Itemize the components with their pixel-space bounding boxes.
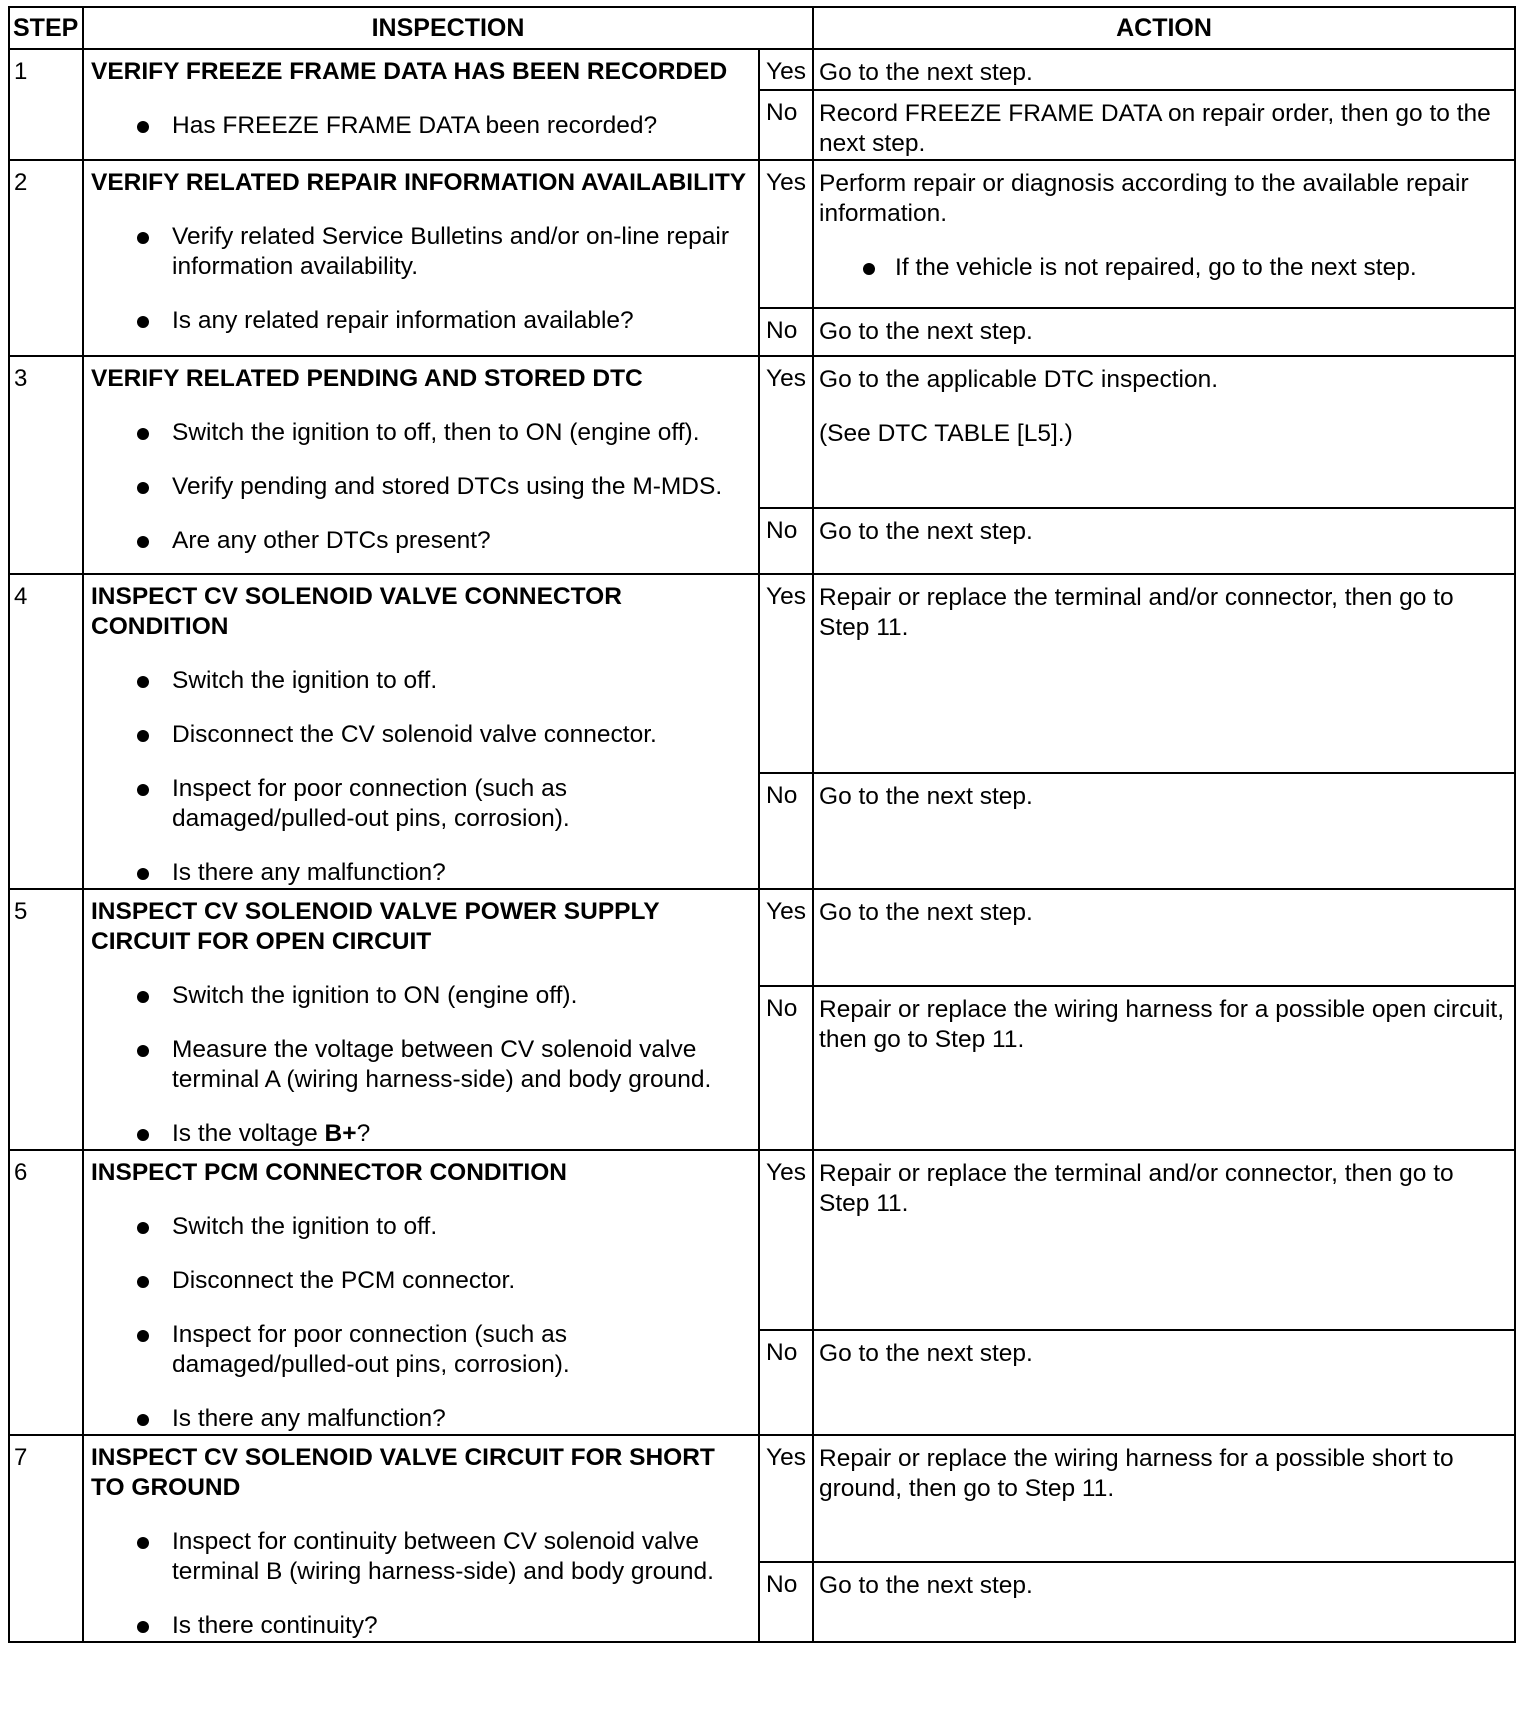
action-text: Record FREEZE FRAME DATA on repair order, then go to the next step. — [819, 100, 1491, 157]
no-label: No — [759, 308, 813, 356]
no-label: No — [759, 1562, 813, 1642]
step-number: 4 — [9, 574, 83, 889]
inspection-item: Is there any malfunction? — [91, 858, 750, 888]
no-action — [813, 773, 1515, 889]
yes-label: Yes — [759, 1435, 813, 1562]
step-1-yes-row — [9, 49, 1515, 90]
inspection-list — [91, 1212, 750, 1434]
step-6-inspection — [83, 1150, 759, 1435]
step-6-yes-row — [9, 1150, 1515, 1330]
yes-label: Yes — [759, 356, 813, 508]
inspection-question — [91, 1119, 750, 1149]
no-action — [813, 90, 1515, 160]
step-7-inspection — [83, 1435, 759, 1642]
inspection-item: Disconnect the CV solenoid valve connector. — [91, 720, 750, 750]
header-action: ACTION — [813, 7, 1515, 49]
question-prefix: Is the voltage — [172, 1120, 325, 1147]
inspection-item: Switch the ignition to off, then to ON (engine off). — [91, 418, 750, 448]
inspection-list — [91, 1527, 750, 1641]
action-text: Go to the next step. — [819, 518, 1033, 545]
inspection-item: Is there any malfunction? — [91, 1404, 750, 1434]
yes-action — [813, 1150, 1515, 1330]
inspection-item: Is there continuity? — [91, 1611, 750, 1641]
step-1-inspection — [83, 49, 759, 160]
yes-action — [813, 574, 1515, 773]
yes-label: Yes — [759, 160, 813, 308]
step-number: 1 — [9, 49, 83, 160]
inspection-item: Measure the voltage between CV solenoid valve terminal A (wiring harness-side) and body ground. — [91, 1035, 750, 1095]
action-item: If the vehicle is not repaired, go to the next step. — [819, 253, 1506, 283]
inspection-item: Switch the ignition to off. — [91, 666, 750, 696]
inspection-item: Inspect for poor connection (such as damaged/pulled-out pins, corrosion). — [91, 774, 750, 834]
question-suffix: ? — [356, 1120, 371, 1147]
inspection-list — [91, 981, 750, 1149]
step-title: VERIFY RELATED PENDING AND STORED DTC — [91, 365, 643, 392]
step-number: 6 — [9, 1150, 83, 1435]
step-number: 2 — [9, 160, 83, 356]
no-label: No — [759, 986, 813, 1150]
header-inspection: INSPECTION — [83, 7, 813, 49]
action-text: Repair or replace the wiring harness for a possible short to ground, then go to Step 11. — [819, 1445, 1454, 1502]
inspection-item: Switch the ignition to ON (engine off). — [91, 981, 750, 1011]
diagnostic-table — [8, 6, 1516, 1643]
no-action — [813, 308, 1515, 356]
yes-label: Yes — [759, 574, 813, 773]
yes-action — [813, 160, 1515, 308]
inspection-item: Verify related Service Bulletins and/or on-line repair information availability. — [91, 222, 750, 282]
inspection-item: Inspect for poor connection (such as damaged/pulled-out pins, corrosion). — [91, 1320, 750, 1380]
step-4-yes-row — [9, 574, 1515, 773]
header-row — [9, 7, 1515, 49]
no-label: No — [759, 508, 813, 574]
yes-label: Yes — [759, 889, 813, 986]
action-text: Perform repair or diagnosis according to the available repair information. — [819, 170, 1469, 227]
action-text: Go to the next step. — [819, 1339, 1033, 1367]
step-number: 5 — [9, 889, 83, 1150]
inspection-item: Is any related repair information available? — [91, 306, 750, 336]
step-3-inspection — [83, 356, 759, 574]
inspection-list — [91, 222, 750, 336]
inspection-item: Inspect for continuity between CV solenoid valve terminal B (wiring harness-side) and body ground. — [91, 1527, 750, 1587]
no-action — [813, 508, 1515, 574]
yes-action — [813, 49, 1515, 90]
yes-label: Yes — [759, 49, 813, 90]
action-list — [819, 253, 1506, 283]
step-title: INSPECT CV SOLENOID VALVE CONNECTOR CONDITION — [91, 583, 622, 640]
no-label: No — [759, 90, 813, 160]
step-2-yes-row — [9, 160, 1515, 308]
inspection-item: Verify pending and stored DTCs using the M-MDS. — [91, 472, 750, 502]
action-text: Go to the next step. — [819, 59, 1033, 86]
no-action — [813, 1562, 1515, 1642]
step-title: INSPECT CV SOLENOID VALVE POWER SUPPLY CIRCUIT FOR OPEN CIRCUIT — [91, 898, 660, 955]
yes-action — [813, 889, 1515, 986]
step-title: INSPECT CV SOLENOID VALVE CIRCUIT FOR SHORT TO GROUND — [91, 1444, 715, 1501]
inspection-item: Has FREEZE FRAME DATA been recorded? — [91, 111, 750, 141]
inspection-item: Disconnect the PCM connector. — [91, 1266, 750, 1296]
action-text: Repair or replace the terminal and/or connector, then go to Step 11. — [819, 1160, 1454, 1217]
step-title: INSPECT PCM CONNECTOR CONDITION — [91, 1159, 567, 1186]
no-label: No — [759, 773, 813, 889]
action-reference: (See DTC TABLE [L5].) — [819, 420, 1073, 447]
no-action — [813, 1330, 1515, 1435]
step-number: 3 — [9, 356, 83, 574]
step-5-yes-row — [9, 889, 1515, 986]
action-text: Go to the next step. — [819, 782, 1033, 810]
step-title: VERIFY RELATED REPAIR INFORMATION AVAILABILITY — [91, 169, 747, 196]
step-number: 7 — [9, 1435, 83, 1642]
inspection-list — [91, 666, 750, 888]
step-2-inspection — [83, 160, 759, 356]
step-7-yes-row — [9, 1435, 1515, 1562]
header-step: STEP — [9, 7, 83, 49]
no-action — [813, 986, 1515, 1150]
inspection-item: Switch the ignition to off. — [91, 1212, 750, 1242]
yes-action — [813, 1435, 1515, 1562]
action-text: Go to the applicable DTC inspection. — [819, 366, 1219, 393]
no-label: No — [759, 1330, 813, 1435]
action-text: Repair or replace the terminal and/or connector, then go to Step 11. — [819, 584, 1454, 641]
step-3-yes-row — [9, 356, 1515, 508]
action-text: Repair or replace the wiring harness for a possible open circuit, then go to Step 11. — [819, 995, 1504, 1053]
step-4-inspection — [83, 574, 759, 889]
yes-action — [813, 356, 1515, 508]
action-text: Go to the next step. — [819, 318, 1033, 345]
yes-label: Yes — [759, 1150, 813, 1330]
step-title: VERIFY FREEZE FRAME DATA HAS BEEN RECORDED — [91, 58, 728, 85]
inspection-item: Are any other DTCs present? — [91, 526, 750, 556]
action-text: Go to the next step. — [819, 1572, 1033, 1600]
action-text: Go to the next step. — [819, 899, 1033, 926]
inspection-list — [91, 418, 750, 556]
inspection-list — [91, 111, 750, 141]
question-value: B+ — [324, 1120, 357, 1147]
step-5-inspection — [83, 889, 759, 1150]
